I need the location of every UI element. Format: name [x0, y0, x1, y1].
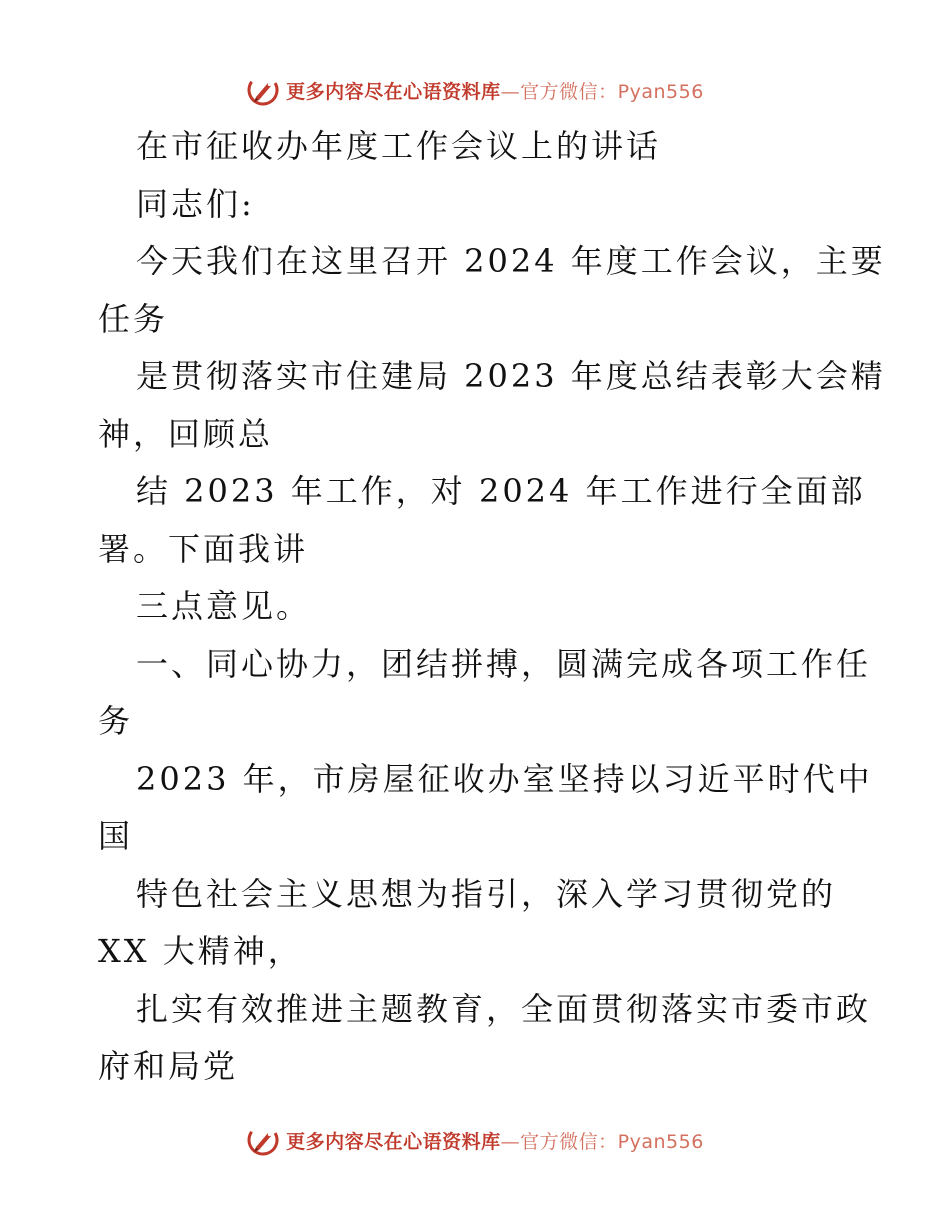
text-line: 任务	[98, 299, 169, 338]
text-line: 特色社会主义思想为指引，深入学习贯彻党的	[136, 874, 837, 913]
text-line: 结 2023 年工作，对 2024 年工作进行全面部	[136, 472, 866, 510]
text-line: 署。下面我讲	[98, 529, 309, 568]
watermark-separator: —	[500, 1130, 521, 1153]
header-watermark-text	[286, 77, 704, 104]
text-line: 一、同心协力，团结拼搏，圆满完成各项工作任	[136, 644, 872, 683]
watermark-separator: —	[500, 80, 521, 103]
watermark-wechat-text: 官方微信：Pyan556	[520, 1130, 704, 1153]
pen-logo-icon	[246, 73, 280, 107]
text-line: 今天我们在这里召开 2024 年度工作会议，主要	[136, 242, 886, 280]
header-watermark-inner	[246, 73, 704, 107]
text-line: 是贯彻落实市住建局 2023 年度总结表彰大会精	[136, 357, 886, 395]
header-watermark-banner	[0, 70, 950, 110]
footer-watermark-inner	[246, 1123, 704, 1157]
text-line: 务	[98, 702, 134, 740]
text-line: XX 大精神，	[98, 932, 303, 970]
document-body	[98, 118, 886, 1096]
text-line: 三点意见。	[136, 587, 312, 625]
text-line: 2023 年，市房屋征收办室坚持以习近平时代中	[136, 759, 873, 798]
text-line: 府和局党	[98, 1047, 239, 1085]
text-line: 同志们:	[136, 184, 255, 223]
text-line: 在市征收办年度工作会议上的讲话	[136, 127, 662, 165]
watermark-main-text: 更多内容尽在心语资料库	[286, 1130, 501, 1153]
watermark-main-text: 更多内容尽在心语资料库	[286, 80, 501, 103]
footer-watermark-banner	[0, 1120, 950, 1160]
text-line: 神，回顾总	[98, 414, 274, 453]
pen-logo-icon	[246, 1123, 280, 1157]
text-line: 扎实有效推进主题教育，全面贯彻落实市委市政	[136, 989, 872, 1028]
watermark-wechat-text: 官方微信：Pyan556	[520, 80, 704, 103]
text-line: 国	[98, 817, 134, 855]
footer-watermark-text	[286, 1127, 704, 1154]
